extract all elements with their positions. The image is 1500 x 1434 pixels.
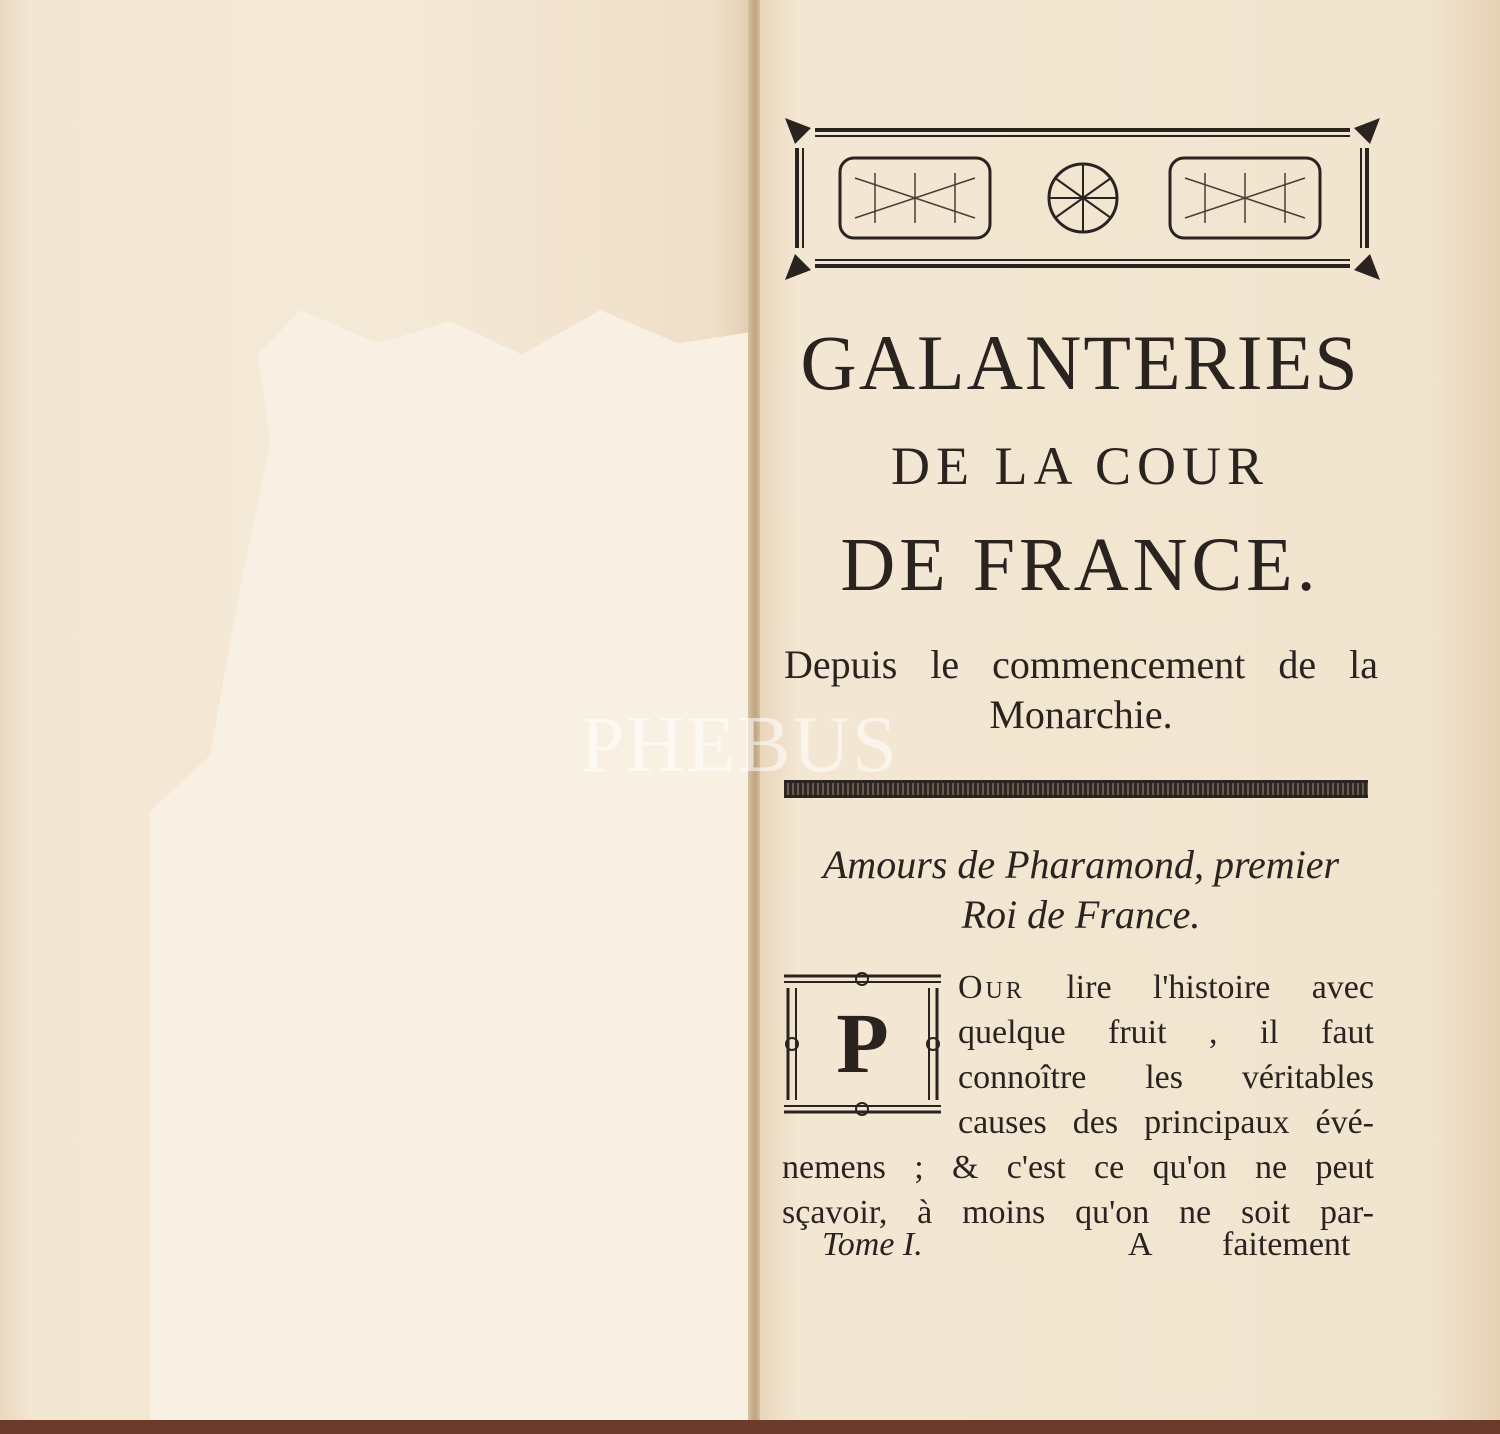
title-line-3: DE FRANCE. <box>840 523 1320 607</box>
body-line-1: Our lire l'histoire avec <box>958 969 1374 1006</box>
signature-mark: A <box>1128 1226 1153 1263</box>
drop-cap <box>780 968 945 1120</box>
body-line-6: sçavoir, à moins qu'on ne soit par- <box>782 1194 1374 1231</box>
binding-edge <box>0 1420 1500 1434</box>
opening-smallcaps: Our <box>958 969 1025 1006</box>
body-text-indented <box>958 965 1374 1145</box>
body-line-4: causes des principaux évé- <box>958 1104 1374 1141</box>
body-line-3: connoître les véritables <box>958 1059 1374 1096</box>
volume-label: Tome I. <box>822 1226 923 1263</box>
drop-cap-letter: P <box>836 995 889 1091</box>
title-line-2: DE LA COUR <box>890 436 1269 496</box>
water-stain <box>150 310 750 1424</box>
body-line-2: quelque fruit , il faut <box>958 1014 1374 1051</box>
heading-line-2: Roi de France. <box>961 892 1201 937</box>
body-line-5: nemens ; & c'est ce qu'on ne peut <box>782 1149 1374 1186</box>
watermark: PHEBUS <box>580 701 899 789</box>
ornamental-headpiece <box>785 118 1380 280</box>
title-line-1: GALANTERIES <box>800 319 1360 406</box>
heading-line-1: Amours de Pharamond, premier <box>822 842 1340 887</box>
catchword: faitement <box>1222 1226 1351 1263</box>
subtitle: Depuis le commencement de la Monarchie. <box>784 642 1378 737</box>
chapter-heading <box>784 840 1378 940</box>
